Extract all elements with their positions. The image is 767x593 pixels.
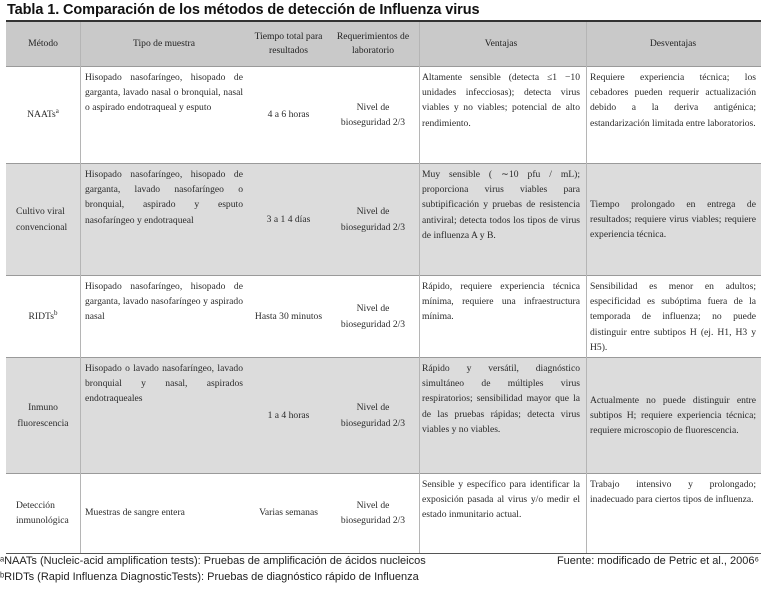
footnote-marker: b [53,308,58,317]
cell-metodo [6,164,80,276]
cell-ventajas: Rápido y versátil, diagnóstico simultáneo de múltiples virus respiratorios; sensibilidad mayor que la de las pruebas rápidas; detecta virus viables y no viables. [417,358,585,474]
cell-metodo [6,358,80,474]
table-row [6,474,761,552]
column-divider [80,22,81,553]
header-row [6,22,761,67]
table-row [6,358,761,474]
cell-tipo: Hisopado o lavado nasofaríngeo, lavado bronquial y nasal, aspirados endotraqueales [80,358,248,474]
table-row [6,164,761,276]
metodo-text: Detección inmunológica [16,499,69,526]
cell-ventajas: Sensible y específico para identificar la exposición pasada al virus y/o medir el estado inmunitario actual. [417,474,585,552]
cell-requerimientos: Nivel de bioseguridad 2/3 [329,164,417,276]
header-desventajas: Desventajas [585,22,761,67]
column-divider [586,22,587,553]
cell-metodo [6,474,80,552]
cell-desventajas: Requiere experiencia técnica; los cebadores pueden requerir actualización debido a la deriva antigénica; estandarización limitada entre laboratorios. [585,67,761,164]
cell-tipo: Hisopado nasofaríngeo, hisopado de garganta, lavado nasal o bronquial, nasal o aspirado endotraqueal y esputo [80,67,248,164]
cell-metodo [6,276,80,358]
footnote-a: ᵃNAATs (Nucleic-acid amplification tests): Pruebas de amplificación de ácidos nucleicos [0,555,426,567]
footnote-marker: a [55,107,59,116]
table-title: Tabla 1. Comparación de los métodos de detección de Influenza virus [7,2,480,18]
cell-requerimientos: Nivel de bioseguridad 2/3 [329,276,417,358]
cell-tiempo: 4 a 6 horas [248,67,329,164]
cell-desventajas: Sensibilidad es menor en adultos; especificidad es subóptima fuera de la temporada de influenza; no puede distinguir entre subtipos H (ej. H1, H3 y H5). [585,276,761,358]
header-tiempo: Tiempo total para resultados [248,22,329,67]
source-note: Fuente: modificado de Petric et al., 2006⁶ [556,555,759,567]
cell-metodo [6,67,80,164]
cell-ventajas: Muy sensible ( ∼10 pfu / mL); proporciona virus viables para subtipificación y pruebas de resistencia antiviral; detecta todos los tipos de virus de influenza A y B. [417,164,585,276]
cell-tiempo: 1 a 4 horas [248,358,329,474]
cell-desventajas: Tiempo prolongado en entrega de resultados; requiere virus viables; requiere experiencia técnica. [585,164,761,276]
cell-ventajas: Rápido, requiere experiencia técnica mínima, requiere una infraestructura mínima. [417,276,585,358]
metodo-text: Inmuno fluorescencia [17,402,69,429]
cell-tiempo: 3 a 1 4 días [248,164,329,276]
header-ventajas: Ventajas [417,22,585,67]
cell-tipo: Hisopado nasofaríngeo, hisopado de garganta, lavado nasofaríngeo y aspirado nasal [80,276,248,358]
cell-tiempo: Hasta 30 minutos [248,276,329,358]
table-row [6,276,761,358]
metodo-text: Cultivo viral convencional [16,206,68,233]
cell-desventajas: Trabajo intensivo y prolongado; inadecuado para ciertos tipos de influenza. [585,474,761,552]
metodo-text: RIDTs [28,310,54,322]
table-row [6,67,761,164]
cell-ventajas: Altamente sensible (detecta ≤1 −10 unidades infecciosas); detecta virus viables y no viables; potencial de alto rendimiento. [417,67,585,164]
cell-requerimientos: Nivel de bioseguridad 2/3 [329,474,417,552]
header-metodo: Método [6,22,80,67]
cell-tipo: Muestras de sangre entera [80,474,248,552]
cell-desventajas: Actualmente no puede distinguir entre subtipos H; requiere experiencia técnica; requiere microscopio de fluorescencia. [585,358,761,474]
footnote-b: ᵇRIDTs (Rapid Influenza DiagnosticTests): Pruebas de diagnóstico rápido de Influenza [0,571,419,583]
metodo-text: NAATs [27,109,56,121]
cell-requerimientos: Nivel de bioseguridad 2/3 [329,67,417,164]
bottom-rule [6,553,761,554]
comparison-table [6,22,761,552]
column-divider [419,22,420,553]
header-requerimientos: Requerimientos de laboratorio [329,22,417,67]
cell-requerimientos: Nivel de bioseguridad 2/3 [329,358,417,474]
cell-tiempo: Varias semanas [248,474,329,552]
header-tipo: Tipo de muestra [80,22,248,67]
cell-tipo: Hisopado nasofaríngeo, hisopado de garganta, lavado nasofaríngeo o bronquial, aspirado y esputo nasofaríngeo y endotraqueal [80,164,248,276]
